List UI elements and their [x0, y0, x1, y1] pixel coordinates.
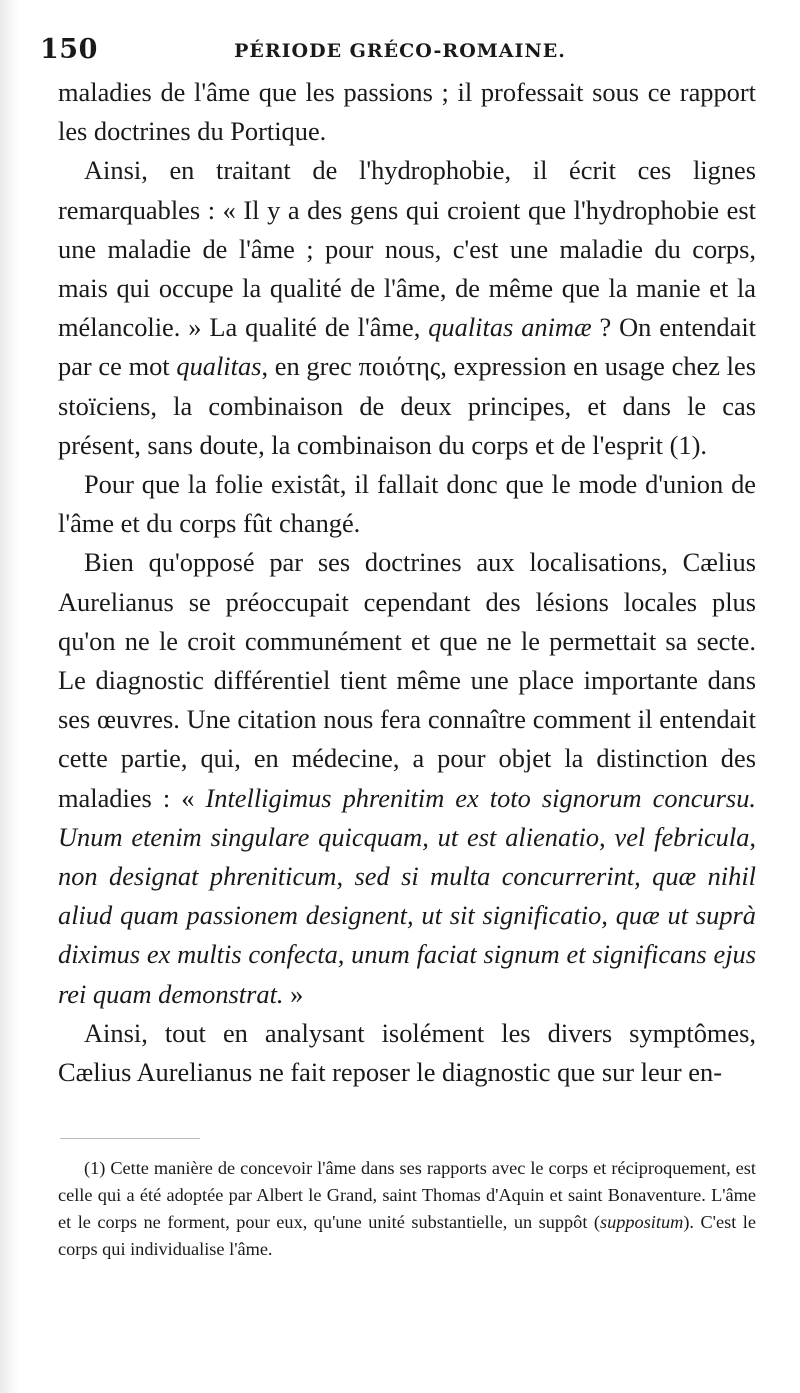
paragraph-text: Pour que la folie existât, il fallait donc que le mode d'union de l'âme et du corps fût changé.: [58, 469, 756, 539]
page-number: 150: [40, 34, 98, 65]
latin-quotation: Intelligimus phrenitim ex toto signorum concursu. Unum etenim singulare quicquam, ut est alienatio, vel febricula, non designat phreniticum, sed si multa concurrerint, quæ nihil aliud quam passionem designent, ut sit significatio, quæ ut suprà diximus ex multis confecta, unum faciat signum et significans ejus rei quam demonstrat.: [58, 782, 756, 1009]
page-header: [40, 28, 760, 68]
text-run: ? On entendait par ce mot: [58, 312, 757, 382]
text-run: Ainsi, en traitant de l'hydrophobie, il écrit ces lignes remarquables : « Il y a des gens qui croient que l'hydrophobie est une maladie de l'âme ; pour nous, c'est une maladie du corps, mais qui occupe la qualité de l'âme, de même que la manie et la mélancolie. » La qualité de l'âme,: [58, 155, 756, 343]
footnote-paragraph: [58, 1155, 756, 1263]
text-run: Bien qu'opposé par ses doctrines aux localisations, Cælius Aurelianus se préoccupait cependant des lésions locales plus qu'on ne le croit communément et que ne le permettait sa secte. Le diagnostic différentiel tient même une place importante dans ses œuvres. Une citation nous fera connaître comment il entendait cette partie, qui, en médecine, a pour objet la distinction des maladies : «: [58, 547, 756, 813]
text-run: (1) Cette manière de concevoir l'âme dans ses rapports avec le corps et réciproquement, est celle qui a été adoptée par Albert le Grand, saint Thomas d'Aquin et saint Bonaventure. L'âme et le corps ne forment, pour eux, qu'une unité substantielle, un suppôt (: [58, 1158, 756, 1232]
paragraph-hydrophobia: [58, 151, 756, 465]
text-run: , en grec: [261, 351, 359, 382]
text-run: ). C'est le corps qui individualise l'âme.: [58, 1212, 756, 1259]
paragraph-text: Ainsi, tout en analysant isolément les divers symptômes, Cælius Aurelianus ne fait reposer le diagnostic que sur leur en-: [58, 1017, 756, 1088]
latin-term: qualitas: [176, 351, 262, 382]
paragraph-folie: [58, 465, 756, 543]
paragraph-symptomes: [58, 1014, 756, 1092]
footnote: [58, 1155, 756, 1263]
greek-term: ποιότης: [358, 351, 441, 382]
page-gutter-shadow: [0, 0, 18, 1393]
paragraph-continuation: [58, 73, 756, 151]
latin-term: suppositum: [600, 1212, 684, 1232]
latin-term: qualitas animæ: [428, 312, 592, 343]
footnote-rule: [60, 1138, 200, 1139]
paragraph-diagnostic: [58, 543, 756, 1013]
running-head: PÉRIODE GRÉCO-ROMAINE.: [234, 40, 566, 62]
paragraph-text: maladies de l'âme que les passions ; il professait sous ce rapport les doctrines du Portique.: [58, 77, 756, 147]
text-run: , expression en usage chez les stoïciens, la combinaison de deux principes, et dans le cas présent, sans doute, la combinaison du corps et de l'esprit (1).: [58, 351, 756, 460]
text-run: »: [283, 978, 304, 1009]
main-text: [58, 73, 756, 1092]
